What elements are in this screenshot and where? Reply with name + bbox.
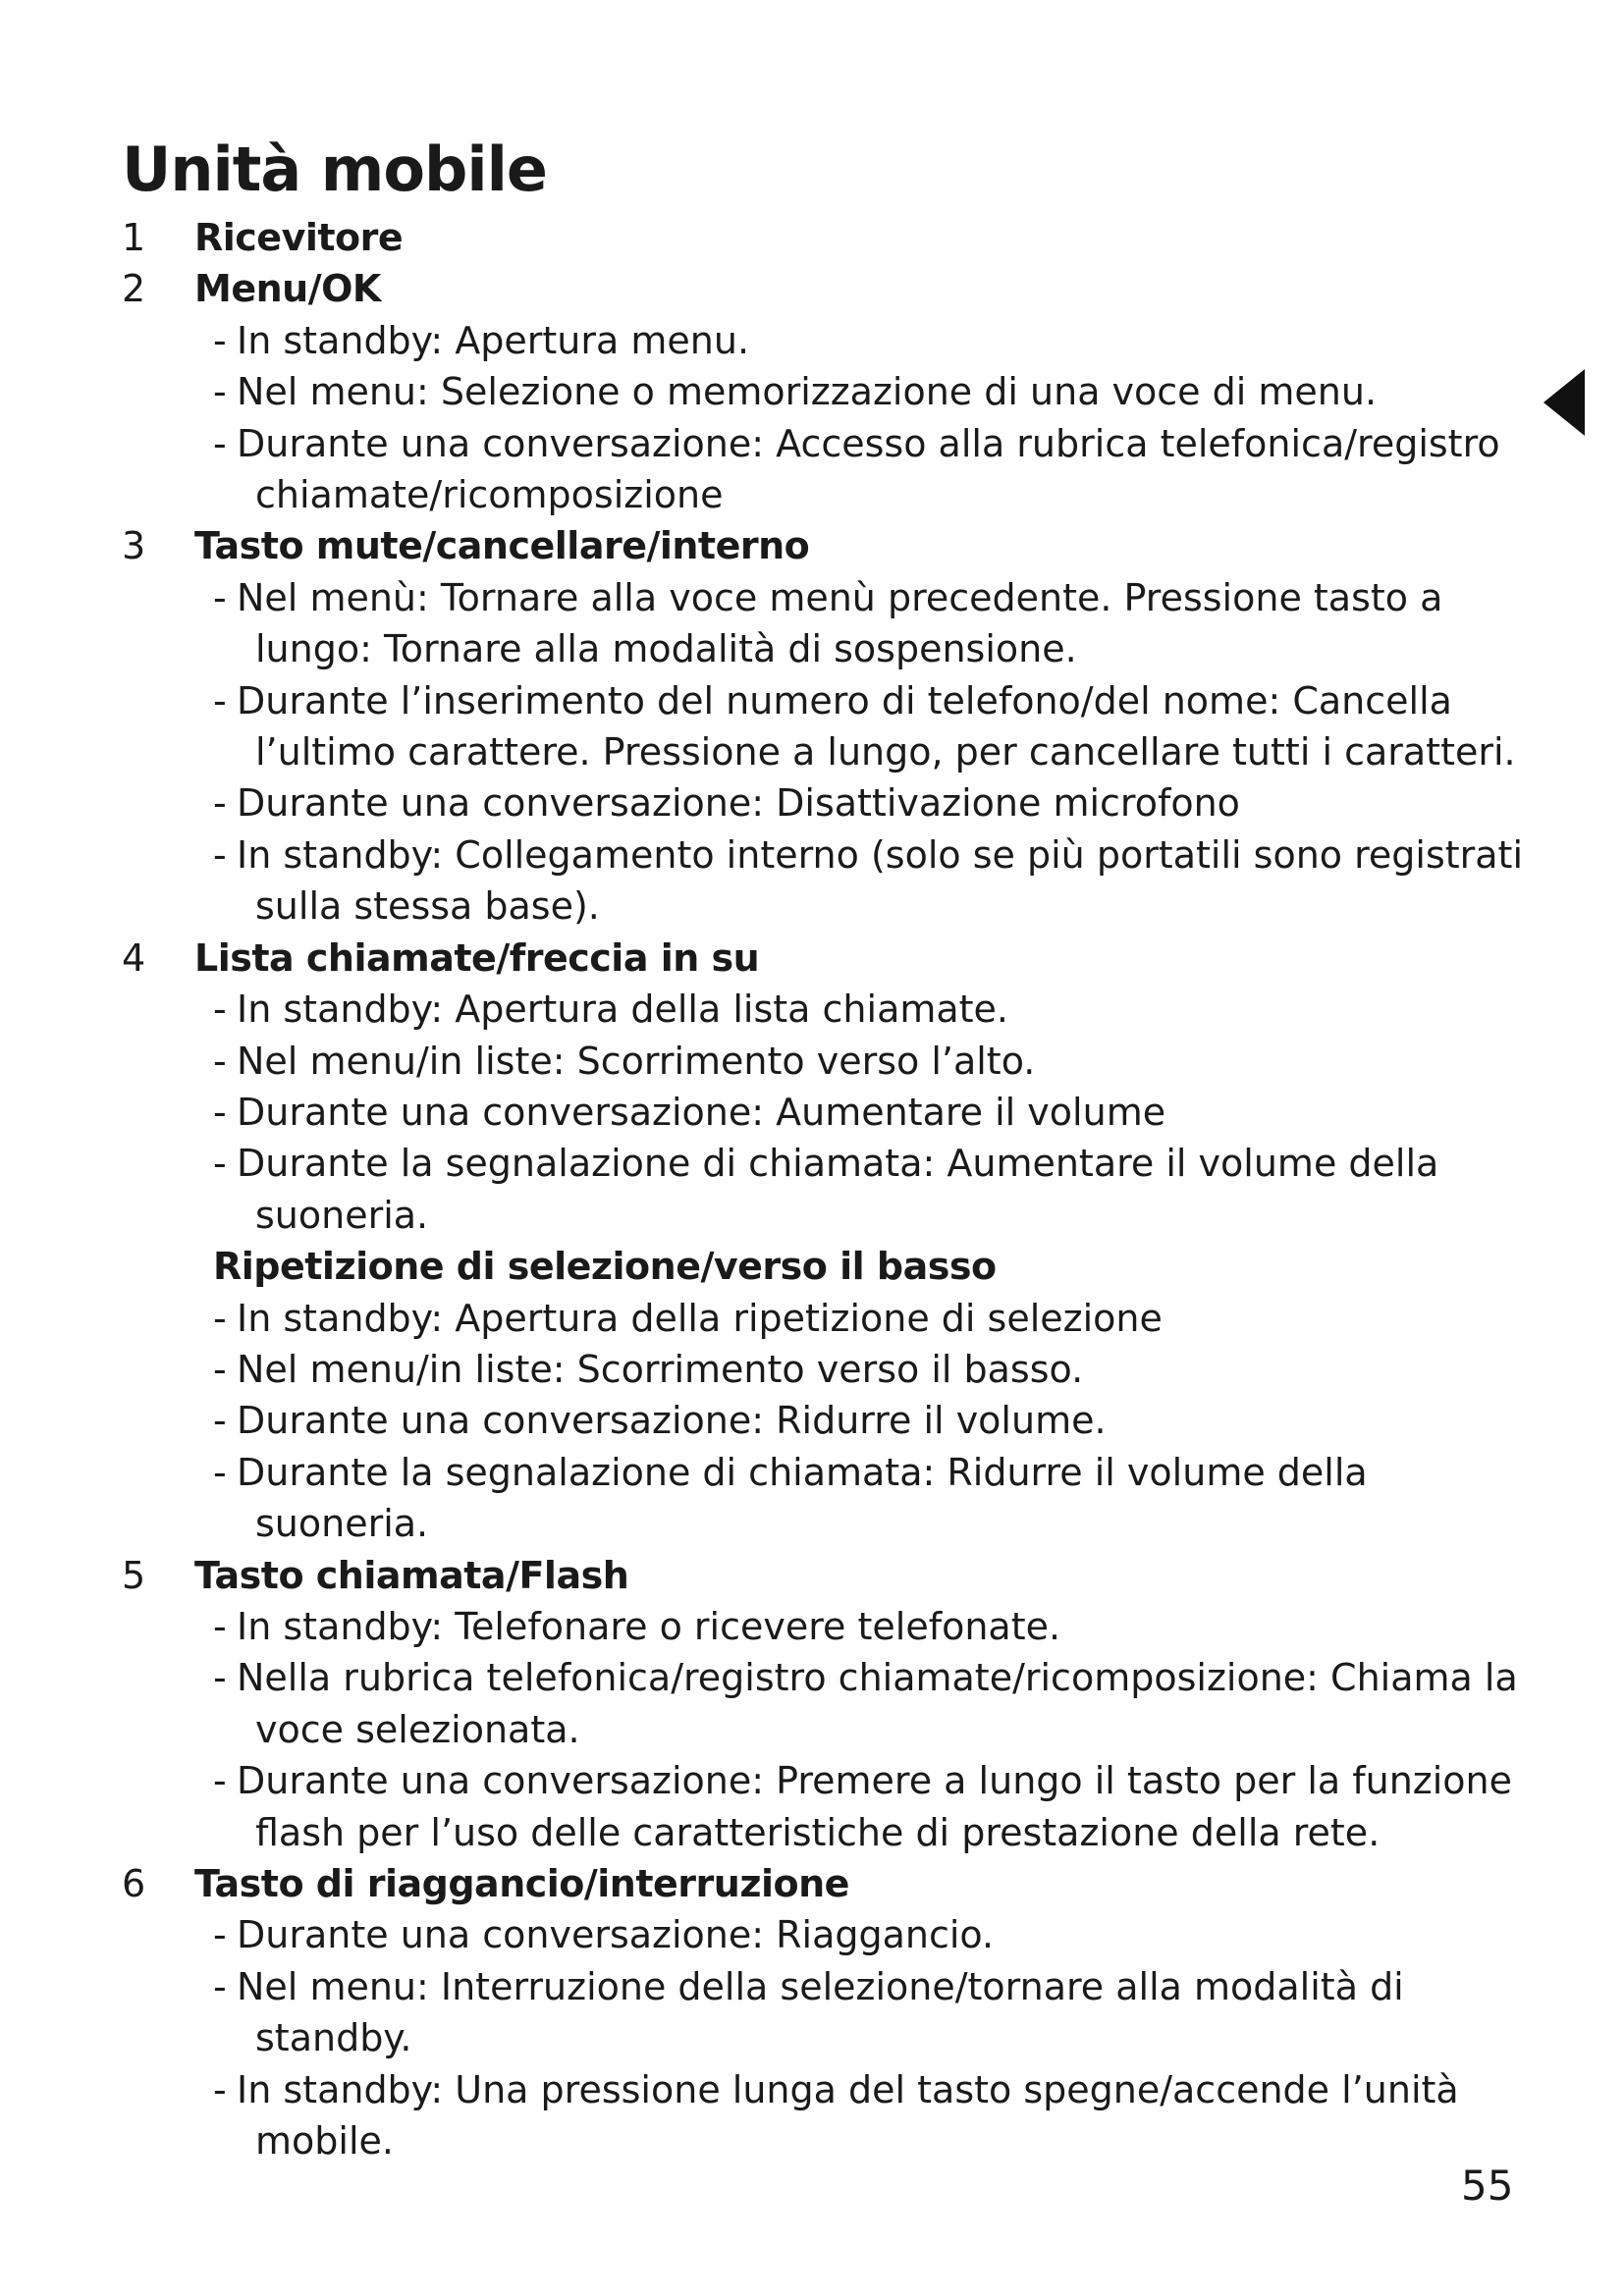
bullet-item bbox=[122, 1395, 1516, 1446]
bullet-text: In standby: Una pressione lunga del tasto spegne/accende l’unità bbox=[237, 2067, 1459, 2111]
bullet-item bbox=[122, 366, 1516, 417]
bullet-item bbox=[122, 1601, 1516, 1652]
bullet-dash: - bbox=[213, 1142, 227, 1186]
bullet-text: Nel menu/in liste: Scorrimento verso il basso. bbox=[237, 1347, 1084, 1391]
bullet-item bbox=[122, 315, 1516, 366]
bullet-dash: - bbox=[213, 1656, 227, 1700]
bullet-text: In standby: Telefonare o ricevere telefonate. bbox=[237, 1604, 1061, 1648]
section-header bbox=[122, 520, 1516, 571]
bullet-text: Durante una conversazione: Riaggancio. bbox=[237, 1913, 995, 1957]
bullet-text: Durante una conversazione: Aumentare il volume bbox=[237, 1090, 1166, 1134]
section-header bbox=[122, 263, 1516, 314]
page-content bbox=[122, 128, 1524, 2166]
bullet-continuation: mobile. bbox=[255, 2119, 394, 2163]
bullet-dash: - bbox=[213, 1090, 227, 1134]
bullet-item bbox=[122, 1755, 1516, 1806]
bullet-text: Nel menù: Tornare alla voce menù precedente. Pressione tasto a bbox=[237, 575, 1443, 619]
bullet-continuation: flash per l’uso delle caratteristiche di prestazione della rete. bbox=[255, 1810, 1380, 1854]
bullet-dash: - bbox=[213, 1759, 227, 1803]
bullet-item bbox=[122, 675, 1516, 726]
section-header bbox=[122, 1858, 1516, 1909]
bullet-dash: - bbox=[213, 1604, 227, 1648]
section-number: 6 bbox=[122, 1862, 146, 1905]
page-number: 55 bbox=[1461, 2162, 1514, 2210]
bullet-text: Durante l’inserimento del numero di telefono/del nome: Cancella bbox=[237, 678, 1452, 722]
bullet-dash: - bbox=[213, 1913, 227, 1957]
bullet-item bbox=[122, 418, 1516, 469]
bullet-dash: - bbox=[213, 678, 227, 722]
bullet-dash: - bbox=[213, 318, 227, 362]
bullet-item bbox=[122, 1447, 1516, 1498]
bullet-text: In standby: Apertura della lista chiamate. bbox=[237, 988, 1009, 1032]
bullet-continuation: suoneria. bbox=[255, 1502, 429, 1546]
bullet-continuation: l’ultimo carattere. Pressione a lungo, per cancellare tutti i caratteri. bbox=[255, 730, 1516, 774]
section-title: Tasto mute/cancellare/interno bbox=[194, 524, 810, 568]
bullet-dash: - bbox=[213, 421, 227, 465]
bullet-text: Durante la segnalazione di chiamata: Aumentare il volume della bbox=[237, 1142, 1439, 1186]
bullet-text: In standby: Apertura menu. bbox=[237, 318, 750, 362]
bullet-item bbox=[122, 1652, 1516, 1703]
bullet-text: In standby: Apertura della ripetizione di selezione bbox=[237, 1296, 1163, 1340]
bullet-text: Durante una conversazione: Accesso alla rubrica telefonica/registro bbox=[237, 421, 1500, 465]
bullet-dash: - bbox=[213, 832, 227, 877]
section-title: Ricevitore bbox=[194, 216, 404, 259]
section-number: 1 bbox=[122, 216, 146, 259]
section-header bbox=[122, 933, 1516, 984]
bullet-continuation: chiamate/ricomposizione bbox=[255, 473, 724, 517]
bullet-item bbox=[122, 984, 1516, 1035]
bullet-continuation: suoneria. bbox=[255, 1193, 429, 1237]
bullet-text: Nella rubrica telefonica/registro chiamate/ricomposizione: Chiama la bbox=[237, 1656, 1518, 1700]
section-header bbox=[122, 212, 1516, 263]
bullet-dash: - bbox=[213, 1039, 227, 1083]
section-title: Lista chiamate/freccia in su bbox=[194, 935, 760, 980]
bullet-dash: - bbox=[213, 1347, 227, 1391]
bullet-dash: - bbox=[213, 370, 227, 414]
bullet-dash: - bbox=[213, 1964, 227, 2008]
section-title: Tasto chiamata/Flash bbox=[194, 1553, 629, 1597]
section-title: Tasto di riaggancio/interruzione bbox=[194, 1862, 849, 1905]
bullet-text: Nel menu: Selezione o memorizzazione di una voce di menu. bbox=[237, 370, 1378, 414]
subsection-title: Ripetizione di selezione/verso il basso bbox=[213, 1245, 997, 1289]
bullet-item bbox=[122, 1909, 1516, 1960]
bullet-dash: - bbox=[213, 575, 227, 619]
bullet-item bbox=[122, 1087, 1516, 1138]
back-arrow-icon bbox=[1543, 369, 1585, 436]
bullet-text: Durante una conversazione: Premere a lungo il tasto per la funzione bbox=[237, 1759, 1513, 1803]
bullet-text: Durante la segnalazione di chiamata: Ridurre il volume della bbox=[237, 1450, 1368, 1494]
bullet-item bbox=[122, 2064, 1516, 2115]
bullet-continuation: sulla stessa base). bbox=[255, 884, 600, 929]
section-number: 4 bbox=[122, 935, 146, 980]
bullet-continuation: standby. bbox=[255, 2016, 412, 2060]
section-number: 3 bbox=[122, 524, 146, 568]
bullet-text: Nel menu: Interruzione della selezione/tornare alla modalità di bbox=[237, 1964, 1404, 2008]
bullet-item bbox=[122, 1036, 1516, 1087]
bullet-item bbox=[122, 572, 1516, 623]
bullet-dash: - bbox=[213, 2067, 227, 2111]
section-title: Menu/OK bbox=[194, 267, 381, 311]
section-header bbox=[122, 1550, 1516, 1601]
section-number: 5 bbox=[122, 1553, 146, 1597]
bullet-dash: - bbox=[213, 1399, 227, 1443]
page-heading: Unità mobile bbox=[122, 133, 547, 205]
bullet-item bbox=[122, 777, 1516, 828]
bullet-dash: - bbox=[213, 1450, 227, 1494]
bullet-dash: - bbox=[213, 1296, 227, 1340]
bullet-item bbox=[122, 1344, 1516, 1395]
bullet-dash: - bbox=[213, 988, 227, 1032]
bullet-item bbox=[122, 1293, 1516, 1344]
section-number: 2 bbox=[122, 267, 146, 311]
bullet-item bbox=[122, 1961, 1516, 2012]
bullet-dash: - bbox=[213, 781, 227, 826]
bullet-item bbox=[122, 829, 1524, 881]
bullet-text: Durante una conversazione: Disattivazione microfono bbox=[237, 781, 1240, 826]
bullet-text: In standby: Collegamento interno (solo se più portatili sono registrati bbox=[237, 832, 1524, 877]
bullet-item bbox=[122, 1138, 1516, 1189]
section-list bbox=[122, 212, 1524, 2166]
bullet-text: Nel menu/in liste: Scorrimento verso l’alto. bbox=[237, 1039, 1036, 1083]
bullet-continuation: lungo: Tornare alla modalità di sospensione. bbox=[255, 627, 1077, 671]
bullet-text: Durante una conversazione: Ridurre il volume. bbox=[237, 1399, 1107, 1443]
bullet-continuation: voce selezionata. bbox=[255, 1707, 580, 1751]
